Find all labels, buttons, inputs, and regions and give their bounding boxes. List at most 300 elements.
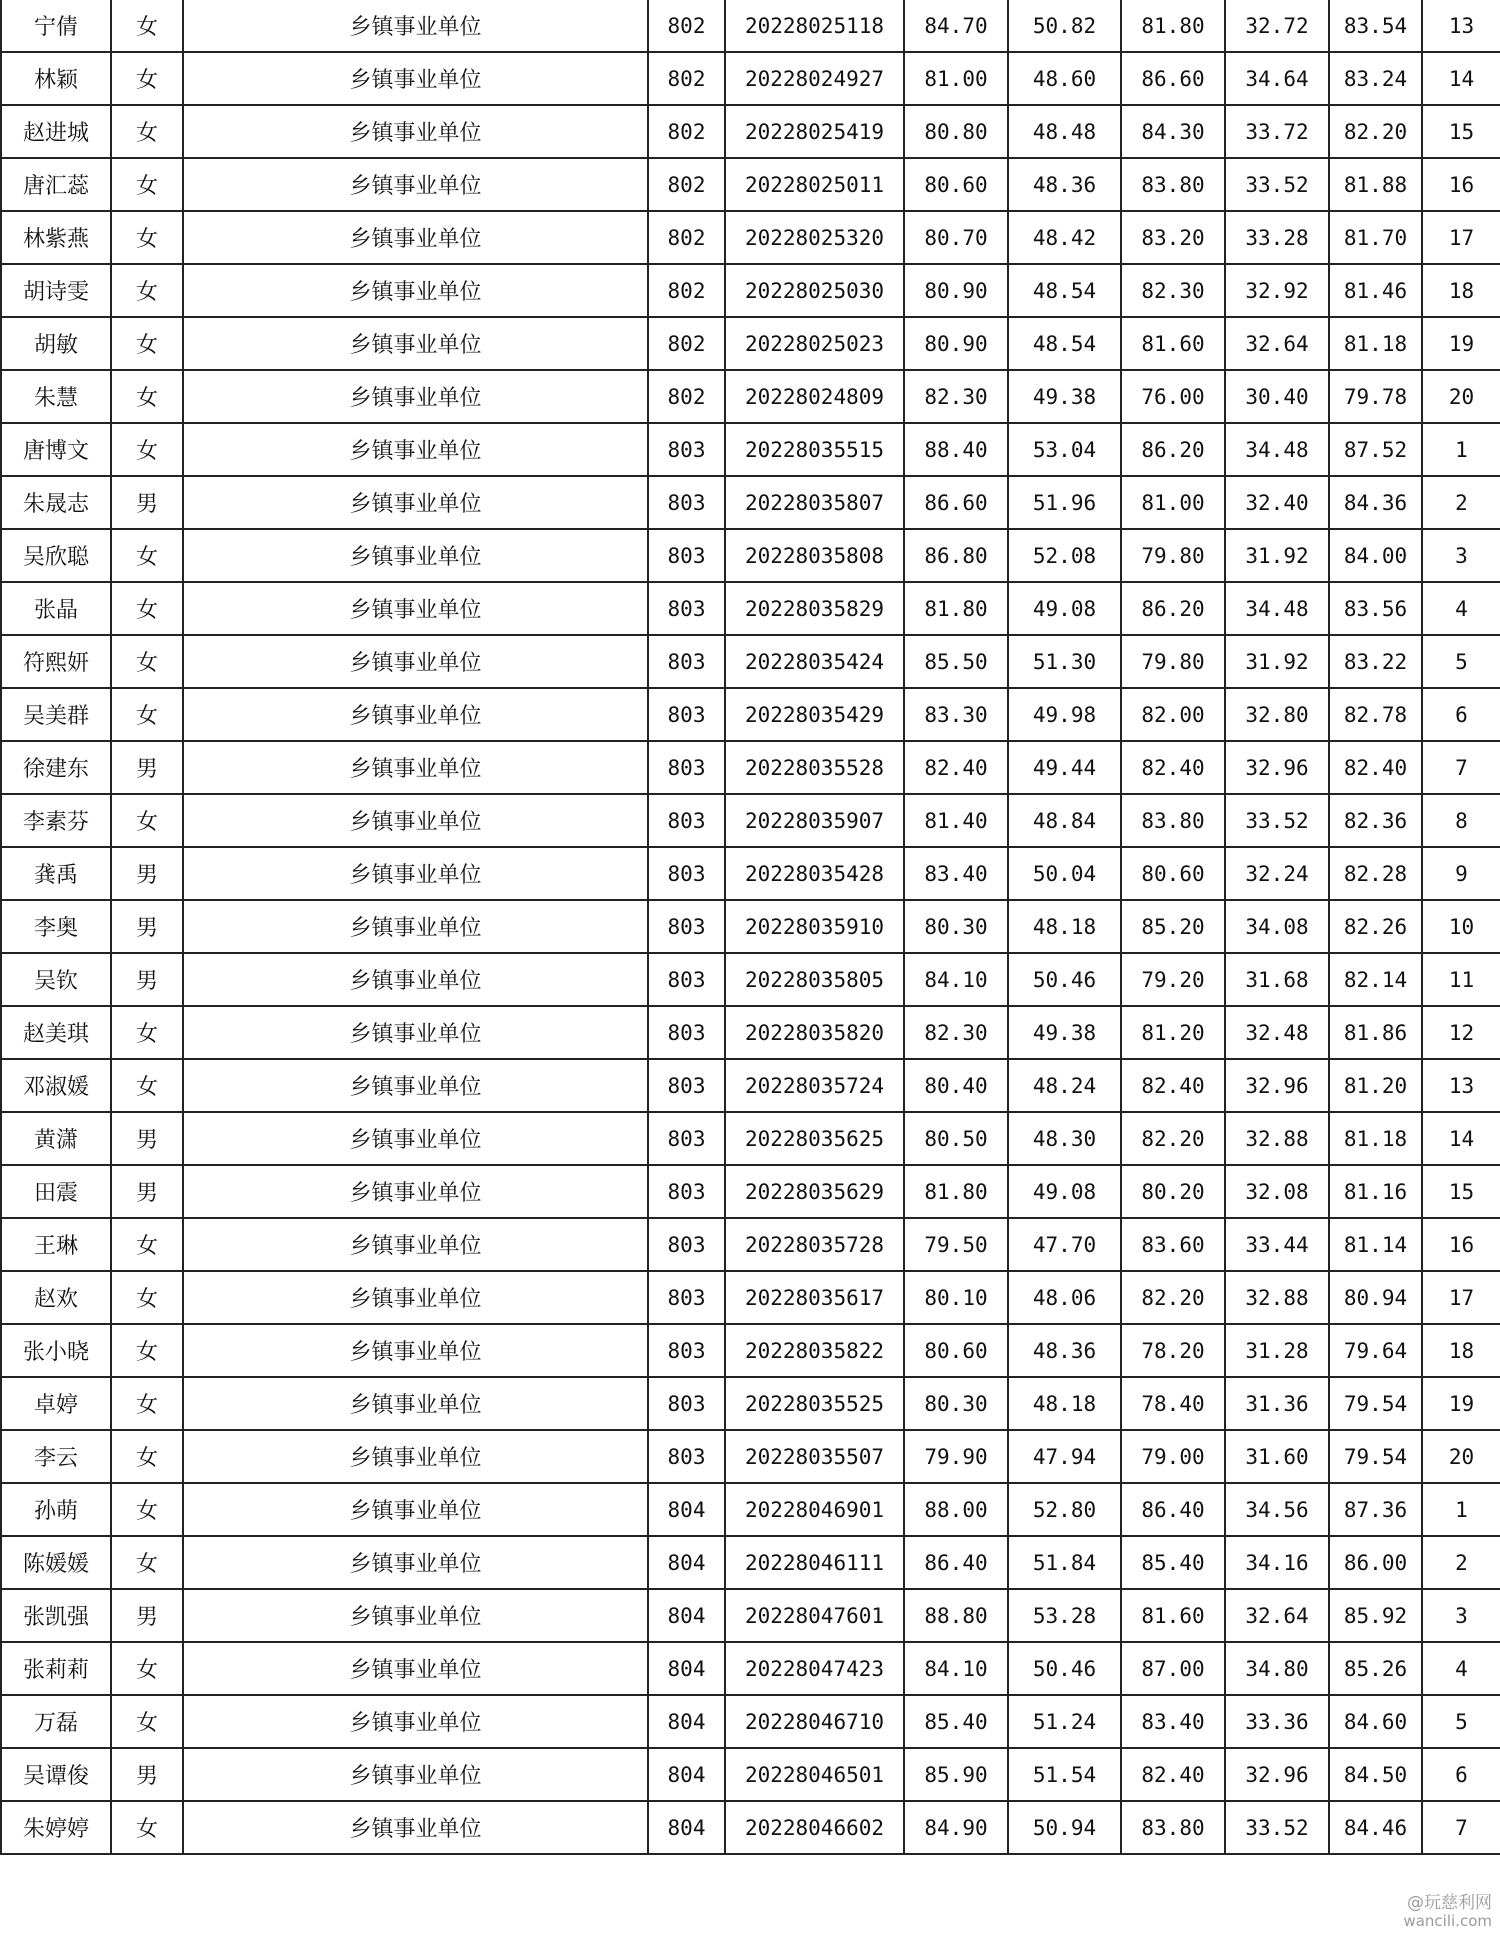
cell-score-b-weighted: 34.80 bbox=[1225, 1642, 1329, 1695]
cell-name: 邓淑媛 bbox=[1, 1059, 111, 1112]
cell-rank: 5 bbox=[1422, 635, 1500, 688]
cell-ticket-number: 20228047601 bbox=[725, 1589, 904, 1642]
cell-score-b-weighted: 32.08 bbox=[1225, 1165, 1329, 1218]
cell-total-score: 87.36 bbox=[1329, 1483, 1422, 1536]
cell-ticket-number: 20228046901 bbox=[725, 1483, 904, 1536]
cell-score-b-weighted: 33.52 bbox=[1225, 1801, 1329, 1854]
cell-name: 赵欢 bbox=[1, 1271, 111, 1324]
table-row bbox=[1, 741, 1500, 794]
cell-ticket-number: 20228035515 bbox=[725, 423, 904, 476]
table-row bbox=[1, 1536, 1500, 1589]
cell-total-score: 83.24 bbox=[1329, 52, 1422, 105]
cell-score-a-weighted: 48.60 bbox=[1008, 52, 1121, 105]
cell-score-a-weighted: 50.46 bbox=[1008, 1642, 1121, 1695]
cell-name: 林紫燕 bbox=[1, 211, 111, 264]
cell-unit-type: 乡镇事业单位 bbox=[183, 1748, 648, 1801]
cell-position-code: 803 bbox=[648, 900, 725, 953]
cell-score-b: 80.20 bbox=[1121, 1165, 1225, 1218]
table-row bbox=[1, 370, 1500, 423]
cell-position-code: 804 bbox=[648, 1801, 725, 1854]
cell-name: 吴欣聪 bbox=[1, 529, 111, 582]
cell-score-a-weighted: 48.18 bbox=[1008, 1377, 1121, 1430]
cell-total-score: 82.14 bbox=[1329, 953, 1422, 1006]
cell-rank: 3 bbox=[1422, 529, 1500, 582]
cell-gender: 女 bbox=[111, 1483, 183, 1536]
cell-ticket-number: 20228035807 bbox=[725, 476, 904, 529]
cell-name: 万磊 bbox=[1, 1695, 111, 1748]
cell-score-b-weighted: 34.08 bbox=[1225, 900, 1329, 953]
cell-name: 胡诗雯 bbox=[1, 264, 111, 317]
cell-unit-type: 乡镇事业单位 bbox=[183, 1536, 648, 1589]
cell-name: 林颖 bbox=[1, 52, 111, 105]
cell-total-score: 83.54 bbox=[1329, 0, 1422, 52]
cell-ticket-number: 20228046111 bbox=[725, 1536, 904, 1589]
cell-rank: 4 bbox=[1422, 582, 1500, 635]
cell-score-b: 87.00 bbox=[1121, 1642, 1225, 1695]
cell-rank: 13 bbox=[1422, 0, 1500, 52]
cell-ticket-number: 20228035829 bbox=[725, 582, 904, 635]
cell-total-score: 81.70 bbox=[1329, 211, 1422, 264]
cell-score-a: 80.90 bbox=[904, 264, 1008, 317]
cell-rank: 18 bbox=[1422, 264, 1500, 317]
cell-score-a-weighted: 48.18 bbox=[1008, 900, 1121, 953]
cell-rank: 2 bbox=[1422, 1536, 1500, 1589]
cell-score-a: 84.10 bbox=[904, 1642, 1008, 1695]
cell-rank: 15 bbox=[1422, 1165, 1500, 1218]
cell-name: 符熙妍 bbox=[1, 635, 111, 688]
table-row bbox=[1, 1006, 1500, 1059]
cell-rank: 6 bbox=[1422, 688, 1500, 741]
cell-position-code: 803 bbox=[648, 1430, 725, 1483]
cell-score-a: 80.70 bbox=[904, 211, 1008, 264]
cell-score-a: 83.40 bbox=[904, 847, 1008, 900]
cell-score-a: 80.60 bbox=[904, 1324, 1008, 1377]
table-row bbox=[1, 1059, 1500, 1112]
cell-name: 张莉莉 bbox=[1, 1642, 111, 1695]
cell-score-b-weighted: 33.36 bbox=[1225, 1695, 1329, 1748]
cell-position-code: 803 bbox=[648, 635, 725, 688]
cell-score-a-weighted: 48.48 bbox=[1008, 105, 1121, 158]
cell-name: 王琳 bbox=[1, 1218, 111, 1271]
cell-total-score: 81.88 bbox=[1329, 158, 1422, 211]
cell-score-b-weighted: 33.72 bbox=[1225, 105, 1329, 158]
cell-score-b-weighted: 31.68 bbox=[1225, 953, 1329, 1006]
table-row bbox=[1, 529, 1500, 582]
cell-score-a-weighted: 52.08 bbox=[1008, 529, 1121, 582]
cell-score-a: 81.80 bbox=[904, 582, 1008, 635]
cell-gender: 女 bbox=[111, 1695, 183, 1748]
cell-score-b: 83.20 bbox=[1121, 211, 1225, 264]
cell-rank: 10 bbox=[1422, 900, 1500, 953]
cell-total-score: 84.36 bbox=[1329, 476, 1422, 529]
watermark-url: wancili.com bbox=[1403, 1911, 1492, 1930]
table-row bbox=[1, 476, 1500, 529]
cell-gender: 女 bbox=[111, 1377, 183, 1430]
cell-unit-type: 乡镇事业单位 bbox=[183, 1801, 648, 1854]
cell-score-a-weighted: 48.36 bbox=[1008, 1324, 1121, 1377]
cell-score-a: 88.80 bbox=[904, 1589, 1008, 1642]
cell-ticket-number: 20228024927 bbox=[725, 52, 904, 105]
table-row bbox=[1, 423, 1500, 476]
cell-score-a: 86.40 bbox=[904, 1536, 1008, 1589]
cell-rank: 13 bbox=[1422, 1059, 1500, 1112]
cell-gender: 女 bbox=[111, 211, 183, 264]
cell-score-b-weighted: 31.92 bbox=[1225, 529, 1329, 582]
cell-ticket-number: 20228046501 bbox=[725, 1748, 904, 1801]
cell-score-b: 83.40 bbox=[1121, 1695, 1225, 1748]
cell-score-b-weighted: 33.44 bbox=[1225, 1218, 1329, 1271]
cell-score-a-weighted: 48.54 bbox=[1008, 317, 1121, 370]
cell-name: 唐博文 bbox=[1, 423, 111, 476]
table-row bbox=[1, 52, 1500, 105]
cell-score-b: 82.40 bbox=[1121, 1748, 1225, 1801]
cell-gender: 女 bbox=[111, 264, 183, 317]
cell-position-code: 804 bbox=[648, 1483, 725, 1536]
cell-total-score: 84.46 bbox=[1329, 1801, 1422, 1854]
cell-score-b-weighted: 31.36 bbox=[1225, 1377, 1329, 1430]
cell-score-a-weighted: 52.80 bbox=[1008, 1483, 1121, 1536]
cell-name: 龚禹 bbox=[1, 847, 111, 900]
cell-score-b: 82.30 bbox=[1121, 264, 1225, 317]
cell-position-code: 802 bbox=[648, 52, 725, 105]
cell-position-code: 803 bbox=[648, 688, 725, 741]
cell-score-a: 88.40 bbox=[904, 423, 1008, 476]
cell-score-a: 80.30 bbox=[904, 1377, 1008, 1430]
cell-score-a: 80.90 bbox=[904, 317, 1008, 370]
cell-gender: 女 bbox=[111, 1324, 183, 1377]
table-row bbox=[1, 1642, 1500, 1695]
cell-unit-type: 乡镇事业单位 bbox=[183, 211, 648, 264]
cell-score-b: 79.20 bbox=[1121, 953, 1225, 1006]
cell-ticket-number: 20228025011 bbox=[725, 158, 904, 211]
cell-name: 张小晓 bbox=[1, 1324, 111, 1377]
cell-ticket-number: 20228047423 bbox=[725, 1642, 904, 1695]
cell-total-score: 79.78 bbox=[1329, 370, 1422, 423]
cell-gender: 女 bbox=[111, 582, 183, 635]
cell-score-b: 86.20 bbox=[1121, 423, 1225, 476]
cell-score-b-weighted: 32.40 bbox=[1225, 476, 1329, 529]
table-row bbox=[1, 794, 1500, 847]
cell-ticket-number: 20228035724 bbox=[725, 1059, 904, 1112]
cell-total-score: 82.26 bbox=[1329, 900, 1422, 953]
cell-gender: 女 bbox=[111, 105, 183, 158]
cell-ticket-number: 20228046710 bbox=[725, 1695, 904, 1748]
cell-score-a-weighted: 51.24 bbox=[1008, 1695, 1121, 1748]
cell-gender: 女 bbox=[111, 1801, 183, 1854]
cell-score-b: 76.00 bbox=[1121, 370, 1225, 423]
cell-score-a-weighted: 49.98 bbox=[1008, 688, 1121, 741]
cell-score-a: 84.90 bbox=[904, 1801, 1008, 1854]
cell-total-score: 87.52 bbox=[1329, 423, 1422, 476]
table-row bbox=[1, 582, 1500, 635]
cell-total-score: 79.54 bbox=[1329, 1377, 1422, 1430]
cell-total-score: 83.56 bbox=[1329, 582, 1422, 635]
cell-total-score: 81.18 bbox=[1329, 317, 1422, 370]
cell-score-b: 86.60 bbox=[1121, 52, 1225, 105]
cell-score-a: 80.10 bbox=[904, 1271, 1008, 1324]
cell-position-code: 804 bbox=[648, 1642, 725, 1695]
cell-ticket-number: 20228035808 bbox=[725, 529, 904, 582]
cell-name: 孙萌 bbox=[1, 1483, 111, 1536]
cell-unit-type: 乡镇事业单位 bbox=[183, 1218, 648, 1271]
cell-ticket-number: 20228035525 bbox=[725, 1377, 904, 1430]
cell-total-score: 85.26 bbox=[1329, 1642, 1422, 1695]
cell-unit-type: 乡镇事业单位 bbox=[183, 1112, 648, 1165]
cell-score-a-weighted: 49.44 bbox=[1008, 741, 1121, 794]
cell-score-a-weighted: 47.70 bbox=[1008, 1218, 1121, 1271]
cell-total-score: 84.60 bbox=[1329, 1695, 1422, 1748]
cell-position-code: 803 bbox=[648, 1165, 725, 1218]
cell-score-a-weighted: 51.84 bbox=[1008, 1536, 1121, 1589]
cell-score-a-weighted: 53.28 bbox=[1008, 1589, 1121, 1642]
cell-ticket-number: 20228025023 bbox=[725, 317, 904, 370]
cell-rank: 8 bbox=[1422, 794, 1500, 847]
cell-ticket-number: 20228046602 bbox=[725, 1801, 904, 1854]
cell-ticket-number: 20228035424 bbox=[725, 635, 904, 688]
cell-name: 胡敏 bbox=[1, 317, 111, 370]
cell-score-b: 83.60 bbox=[1121, 1218, 1225, 1271]
cell-score-a-weighted: 50.04 bbox=[1008, 847, 1121, 900]
cell-score-b-weighted: 34.56 bbox=[1225, 1483, 1329, 1536]
cell-unit-type: 乡镇事业单位 bbox=[183, 1324, 648, 1377]
cell-unit-type: 乡镇事业单位 bbox=[183, 635, 648, 688]
cell-gender: 女 bbox=[111, 1536, 183, 1589]
cell-score-b: 81.60 bbox=[1121, 1589, 1225, 1642]
site-watermark bbox=[1403, 1894, 1492, 1929]
cell-position-code: 803 bbox=[648, 423, 725, 476]
cell-total-score: 81.16 bbox=[1329, 1165, 1422, 1218]
cell-name: 李素芬 bbox=[1, 794, 111, 847]
cell-gender: 男 bbox=[111, 476, 183, 529]
cell-score-a: 83.30 bbox=[904, 688, 1008, 741]
table-row bbox=[1, 1377, 1500, 1430]
cell-rank: 14 bbox=[1422, 1112, 1500, 1165]
cell-total-score: 85.92 bbox=[1329, 1589, 1422, 1642]
cell-score-a-weighted: 49.38 bbox=[1008, 370, 1121, 423]
cell-ticket-number: 20228035429 bbox=[725, 688, 904, 741]
table-row bbox=[1, 158, 1500, 211]
cell-score-b: 81.80 bbox=[1121, 0, 1225, 52]
cell-score-b-weighted: 31.28 bbox=[1225, 1324, 1329, 1377]
cell-name: 吴谭俊 bbox=[1, 1748, 111, 1801]
cell-ticket-number: 20228035629 bbox=[725, 1165, 904, 1218]
cell-score-a-weighted: 48.06 bbox=[1008, 1271, 1121, 1324]
table-row bbox=[1, 1483, 1500, 1536]
cell-rank: 9 bbox=[1422, 847, 1500, 900]
cell-score-b: 86.40 bbox=[1121, 1483, 1225, 1536]
cell-ticket-number: 20228035728 bbox=[725, 1218, 904, 1271]
cell-ticket-number: 20228035507 bbox=[725, 1430, 904, 1483]
cell-ticket-number: 20228035625 bbox=[725, 1112, 904, 1165]
cell-unit-type: 乡镇事业单位 bbox=[183, 1006, 648, 1059]
cell-position-code: 803 bbox=[648, 1059, 725, 1112]
cell-score-a: 85.90 bbox=[904, 1748, 1008, 1801]
cell-gender: 女 bbox=[111, 688, 183, 741]
cell-total-score: 83.22 bbox=[1329, 635, 1422, 688]
cell-gender: 女 bbox=[111, 1218, 183, 1271]
cell-rank: 6 bbox=[1422, 1748, 1500, 1801]
cell-score-a-weighted: 49.08 bbox=[1008, 1165, 1121, 1218]
cell-unit-type: 乡镇事业单位 bbox=[183, 847, 648, 900]
cell-ticket-number: 20228025320 bbox=[725, 211, 904, 264]
cell-score-b-weighted: 33.52 bbox=[1225, 158, 1329, 211]
cell-unit-type: 乡镇事业单位 bbox=[183, 529, 648, 582]
cell-total-score: 79.54 bbox=[1329, 1430, 1422, 1483]
cell-total-score: 82.78 bbox=[1329, 688, 1422, 741]
cell-position-code: 802 bbox=[648, 0, 725, 52]
cell-unit-type: 乡镇事业单位 bbox=[183, 688, 648, 741]
cell-score-a: 80.60 bbox=[904, 158, 1008, 211]
cell-score-a-weighted: 47.94 bbox=[1008, 1430, 1121, 1483]
cell-score-a: 86.60 bbox=[904, 476, 1008, 529]
table-row bbox=[1, 1112, 1500, 1165]
cell-ticket-number: 20228035910 bbox=[725, 900, 904, 953]
cell-name: 宁倩 bbox=[1, 0, 111, 52]
cell-rank: 15 bbox=[1422, 105, 1500, 158]
cell-gender: 女 bbox=[111, 529, 183, 582]
cell-gender: 女 bbox=[111, 423, 183, 476]
cell-name: 徐建东 bbox=[1, 741, 111, 794]
cell-score-a: 85.50 bbox=[904, 635, 1008, 688]
table-row bbox=[1, 1218, 1500, 1271]
cell-score-b-weighted: 32.96 bbox=[1225, 1748, 1329, 1801]
cell-score-b: 79.80 bbox=[1121, 635, 1225, 688]
table-row bbox=[1, 847, 1500, 900]
cell-score-b: 83.80 bbox=[1121, 794, 1225, 847]
table-row bbox=[1, 1748, 1500, 1801]
cell-gender: 女 bbox=[111, 1006, 183, 1059]
cell-rank: 17 bbox=[1422, 211, 1500, 264]
cell-unit-type: 乡镇事业单位 bbox=[183, 1430, 648, 1483]
cell-score-b: 81.00 bbox=[1121, 476, 1225, 529]
cell-score-a: 80.80 bbox=[904, 105, 1008, 158]
cell-score-a-weighted: 48.30 bbox=[1008, 1112, 1121, 1165]
cell-unit-type: 乡镇事业单位 bbox=[183, 794, 648, 847]
cell-position-code: 803 bbox=[648, 582, 725, 635]
cell-position-code: 803 bbox=[648, 1377, 725, 1430]
cell-gender: 女 bbox=[111, 794, 183, 847]
cell-unit-type: 乡镇事业单位 bbox=[183, 741, 648, 794]
cell-score-a: 79.50 bbox=[904, 1218, 1008, 1271]
cell-score-b-weighted: 32.88 bbox=[1225, 1112, 1329, 1165]
cell-ticket-number: 20228024809 bbox=[725, 370, 904, 423]
cell-position-code: 803 bbox=[648, 1218, 725, 1271]
cell-name: 张晶 bbox=[1, 582, 111, 635]
cell-score-b: 82.40 bbox=[1121, 741, 1225, 794]
cell-score-a: 82.30 bbox=[904, 370, 1008, 423]
cell-score-b-weighted: 30.40 bbox=[1225, 370, 1329, 423]
cell-position-code: 803 bbox=[648, 476, 725, 529]
cell-score-a: 86.80 bbox=[904, 529, 1008, 582]
cell-ticket-number: 20228035617 bbox=[725, 1271, 904, 1324]
table-row bbox=[1, 264, 1500, 317]
cell-position-code: 804 bbox=[648, 1536, 725, 1589]
cell-score-a-weighted: 48.24 bbox=[1008, 1059, 1121, 1112]
cell-score-a-weighted: 50.46 bbox=[1008, 953, 1121, 1006]
cell-name: 朱慧 bbox=[1, 370, 111, 423]
cell-total-score: 82.20 bbox=[1329, 105, 1422, 158]
cell-gender: 男 bbox=[111, 847, 183, 900]
cell-total-score: 81.20 bbox=[1329, 1059, 1422, 1112]
cell-score-b: 84.30 bbox=[1121, 105, 1225, 158]
cell-score-b: 81.60 bbox=[1121, 317, 1225, 370]
cell-gender: 女 bbox=[111, 1430, 183, 1483]
cell-position-code: 803 bbox=[648, 1112, 725, 1165]
cell-total-score: 82.36 bbox=[1329, 794, 1422, 847]
cell-name: 田震 bbox=[1, 1165, 111, 1218]
cell-score-b-weighted: 32.24 bbox=[1225, 847, 1329, 900]
cell-score-a: 85.40 bbox=[904, 1695, 1008, 1748]
table-row bbox=[1, 1324, 1500, 1377]
cell-score-b-weighted: 32.80 bbox=[1225, 688, 1329, 741]
cell-score-b-weighted: 32.88 bbox=[1225, 1271, 1329, 1324]
cell-total-score: 79.64 bbox=[1329, 1324, 1422, 1377]
cell-score-b-weighted: 34.64 bbox=[1225, 52, 1329, 105]
cell-unit-type: 乡镇事业单位 bbox=[183, 1377, 648, 1430]
cell-score-a-weighted: 51.54 bbox=[1008, 1748, 1121, 1801]
cell-ticket-number: 20228025118 bbox=[725, 0, 904, 52]
cell-score-a-weighted: 49.38 bbox=[1008, 1006, 1121, 1059]
cell-score-b: 82.20 bbox=[1121, 1271, 1225, 1324]
cell-position-code: 803 bbox=[648, 1006, 725, 1059]
cell-score-a: 88.00 bbox=[904, 1483, 1008, 1536]
cell-gender: 男 bbox=[111, 1165, 183, 1218]
cell-rank: 16 bbox=[1422, 158, 1500, 211]
cell-total-score: 86.00 bbox=[1329, 1536, 1422, 1589]
table-row bbox=[1, 1801, 1500, 1854]
cell-rank: 1 bbox=[1422, 423, 1500, 476]
cell-name: 李云 bbox=[1, 1430, 111, 1483]
cell-ticket-number: 20228035428 bbox=[725, 847, 904, 900]
cell-score-a: 80.40 bbox=[904, 1059, 1008, 1112]
cell-score-a: 84.70 bbox=[904, 0, 1008, 52]
cell-score-b-weighted: 32.92 bbox=[1225, 264, 1329, 317]
cell-ticket-number: 20228035805 bbox=[725, 953, 904, 1006]
cell-total-score: 80.94 bbox=[1329, 1271, 1422, 1324]
cell-score-a-weighted: 48.54 bbox=[1008, 264, 1121, 317]
cell-rank: 17 bbox=[1422, 1271, 1500, 1324]
cell-name: 黄潇 bbox=[1, 1112, 111, 1165]
cell-score-a-weighted: 53.04 bbox=[1008, 423, 1121, 476]
cell-unit-type: 乡镇事业单位 bbox=[183, 1165, 648, 1218]
cell-gender: 男 bbox=[111, 1112, 183, 1165]
cell-name: 卓婷 bbox=[1, 1377, 111, 1430]
cell-ticket-number: 20228035907 bbox=[725, 794, 904, 847]
cell-name: 张凯强 bbox=[1, 1589, 111, 1642]
cell-total-score: 84.50 bbox=[1329, 1748, 1422, 1801]
cell-score-a-weighted: 50.94 bbox=[1008, 1801, 1121, 1854]
table-row bbox=[1, 211, 1500, 264]
cell-gender: 女 bbox=[111, 158, 183, 211]
table-row bbox=[1, 1430, 1500, 1483]
cell-score-b: 80.60 bbox=[1121, 847, 1225, 900]
cell-unit-type: 乡镇事业单位 bbox=[183, 264, 648, 317]
table-row bbox=[1, 105, 1500, 158]
cell-unit-type: 乡镇事业单位 bbox=[183, 1695, 648, 1748]
cell-score-b: 83.80 bbox=[1121, 1801, 1225, 1854]
cell-score-a-weighted: 50.82 bbox=[1008, 0, 1121, 52]
cell-score-a-weighted: 48.84 bbox=[1008, 794, 1121, 847]
cell-position-code: 802 bbox=[648, 264, 725, 317]
cell-unit-type: 乡镇事业单位 bbox=[183, 1642, 648, 1695]
cell-position-code: 804 bbox=[648, 1589, 725, 1642]
cell-rank: 11 bbox=[1422, 953, 1500, 1006]
cell-score-a-weighted: 48.42 bbox=[1008, 211, 1121, 264]
table-row bbox=[1, 688, 1500, 741]
cell-total-score: 82.28 bbox=[1329, 847, 1422, 900]
cell-score-b: 78.40 bbox=[1121, 1377, 1225, 1430]
cell-position-code: 803 bbox=[648, 1324, 725, 1377]
